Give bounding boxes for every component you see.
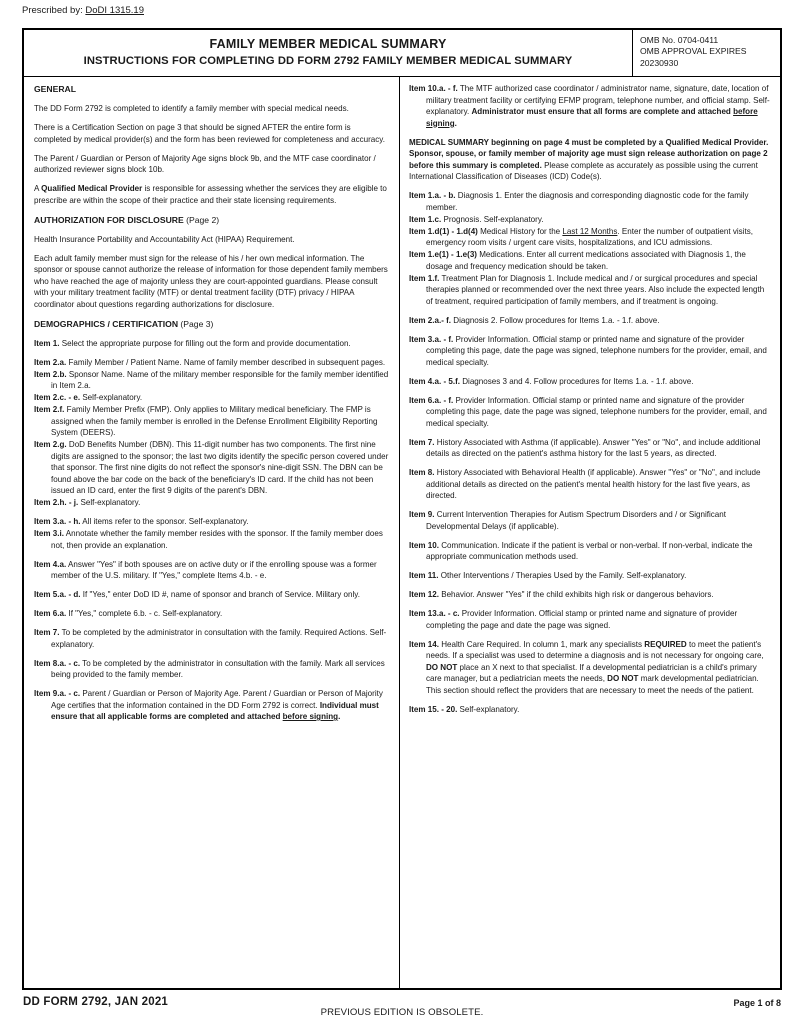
- left-item-6-label: Item 2.g.: [34, 440, 67, 450]
- right-item-2: [409, 214, 772, 226]
- right-item-5: [409, 273, 772, 308]
- left-item-9: [34, 528, 390, 551]
- right-item-13-text: Communication. Indicate if the patient is verbal or non-verbal. If non-verbal, indicate the appropriate communication methods used.: [426, 540, 753, 561]
- item-14-label: Item 14.: [409, 639, 439, 649]
- right-item-2-text: Prognosis. Self-explanatory.: [441, 214, 544, 224]
- right-item-9-text: Provider Information. Official stamp or printed name and signature of the provider completing this page, date the page was signed, telephone numbers for the provider, email, and medical specialty.: [426, 395, 767, 428]
- medical-summary-rest-text: Please complete as accurately as possible using the current International Classification of Diseases (ICD) Code(s).: [409, 160, 758, 181]
- form-subtitle: INSTRUCTIONS FOR COMPLETING DD FORM 2792 FAMILY MEMBER MEDICAL SUMMARY: [83, 54, 573, 67]
- header-titles: [24, 30, 632, 76]
- left-item-11: [34, 589, 390, 601]
- demographics-heading-text: DEMOGRAPHICS / CERTIFICATION: [34, 318, 179, 329]
- right-item-8: [409, 376, 772, 388]
- omb-approval-expires-label: OMB APPROVAL EXPIRES: [640, 46, 747, 57]
- qmp-suffix: is responsible for assessing whether the services they are eligible to prescribe are within the scope of their practice and their state licensing requirements.: [34, 184, 387, 205]
- item-10a-f-period: .: [454, 118, 457, 128]
- right-item-11-label: Item 8.: [409, 468, 435, 477]
- right-item-6-text: Diagnosis 2. Follow procedures for Items 1.a. - 1.f. above.: [451, 315, 660, 325]
- medical-summary-bold-text: MEDICAL SUMMARY beginning on page 4 must be completed by a Qualified Medical Provider. Sponsor, spouse, or family member of majority age must sign release authorization on page 2 before this summary is completed.: [409, 137, 769, 170]
- omb-approval-expires-date: 20230930: [640, 57, 679, 68]
- left-item-13-label: Item 7.: [34, 628, 60, 638]
- item-10a-f: [409, 83, 772, 129]
- right-item-15-label: Item 12.: [409, 590, 439, 599]
- right-item-7: [409, 334, 772, 369]
- instructions-body: [24, 77, 780, 990]
- right-item-4-label: Item 1.e(1) - 1.e(3): [409, 250, 477, 259]
- right-item-11-text: History Associated with Behavioral Health (if applicable). Answer "Yes" or "No", and include additional details as directed on the patient's mental health history for the last five years, as directed.: [426, 468, 761, 500]
- right-item-1-text: Diagnosis 1. Enter the diagnosis and corresponding diagnostic code for the family member.: [426, 191, 749, 212]
- item-14-text-4: mark developmental pediatrician. This section should reflect the providers that are necessary to meet the needs of the patient.: [426, 674, 759, 695]
- left-item-1: [34, 338, 390, 350]
- form-id-label: DD FORM 2792, JAN 2021: [23, 996, 169, 1008]
- left-item-1-label: Item 1.: [34, 338, 60, 348]
- right-item-15: [409, 589, 772, 601]
- left-item-4-text: Self-explanatory.: [80, 393, 143, 403]
- item-9a-c-bold-note: Individual must ensure that all applicable forms are completed and attached: [51, 700, 379, 722]
- left-item-7-label: Item 2.h. - j.: [34, 498, 79, 508]
- demographics-heading: [34, 318, 390, 330]
- dodi-reference-link[interactable]: DoDI 1315.19: [85, 5, 144, 16]
- left-item-13: [34, 627, 390, 650]
- authorization-heading: [34, 214, 390, 226]
- item-9a-c-before-signing: before signing: [282, 712, 339, 722]
- right-item-15-text: Behavior. Answer "Yes" if the child exhibits high risk or dangerous behaviors.: [438, 590, 714, 599]
- right-item-5-text: Treatment Plan for Diagnosis 1. Include medical and / or surgical procedures and special therapies planned or recommended over the next three years. Also include the expected length of treatment, required participation of family members, and if treatment is ongoing.: [426, 273, 765, 306]
- right-item-9-label: Item 6.a. - f.: [409, 395, 454, 405]
- item-15-20-label: Item 15. - 20.: [409, 704, 458, 714]
- right-item-5-label: Item 1.f.: [409, 273, 440, 283]
- right-item-4-text: Medications. Enter all current medications associated with Diagnosis 1, the dosage and frequency medication should be taken.: [426, 250, 746, 271]
- left-item-6-text: DoD Benefits Number (DBN). This 11-digit number has two components. The first nine digits are assigned to the sponsor; the last two digits identify the specific person covered under that sponsor. The first nine digits do not reflect the sponsor's nine-digit SSN. The DBN can be found above the bar code on the back of the beneficiary's ID card. If the child has not been issued an ID card, enter the first 9 digits of the parent's DBN.: [51, 440, 389, 496]
- left-item-9-label: Item 3.i.: [34, 529, 64, 539]
- left-item-14-text: To be completed by the administrator in consultation with the family. Mark all services being provided to the family member.: [51, 658, 385, 680]
- right-item-6: [409, 315, 772, 327]
- left-item-8: [34, 516, 390, 528]
- general-heading: GENERAL: [34, 84, 77, 94]
- qualified-medical-provider-term: Qualified Medical Provider: [41, 184, 143, 194]
- authorization-paragraph-1: Health Insurance Portability and Accountability Act (HIPAA) Requirement.: [34, 234, 295, 244]
- instructions-frame: [22, 28, 782, 990]
- left-item-10-label: Item 4.a.: [34, 559, 67, 569]
- left-item-3-label: Item 2.b.: [34, 369, 67, 379]
- left-item-8-text: All items refer to the sponsor. Self-explanatory.: [80, 517, 249, 527]
- item-14-donot-emphasis-1: DO NOT: [426, 662, 458, 672]
- right-item-13-label: Item 10.: [409, 540, 439, 550]
- left-item-list: [34, 338, 390, 681]
- omb-number: OMB No. 0704-0411: [640, 35, 719, 45]
- right-item-6-label: Item 2.a.- f.: [409, 315, 452, 325]
- left-item-11-text: If "Yes," enter DoD ID #, name of sponsor and branch of Service. Military only.: [80, 590, 360, 600]
- general-paragraph-3: The Parent / Guardian or Person of Majority Age signs block 9b, and the MTF case coordinator / authorized reviewer signs block 10b.: [34, 153, 376, 175]
- left-item-5: [34, 404, 390, 439]
- item-14: [409, 639, 772, 697]
- right-item-7-text: Provider Information. Official stamp or printed name and signature of the provider completing this page, date the page was signed, telephone numbers for the provider, email, and medical specialty.: [426, 334, 767, 367]
- left-item-14-label: Item 8.a. - c.: [34, 658, 81, 668]
- left-item-9-text: Annotate whether the family member resides with the sponsor. If the family member does not, then provide an explanation.: [51, 529, 383, 550]
- authorization-heading-text: AUTHORIZATION FOR DISCLOSURE: [34, 214, 184, 225]
- general-paragraph-1: The DD Form 2792 is completed to identify a family member with special medical needs.: [34, 104, 349, 114]
- item-9a-c-text: Parent / Guardian or Person of Majority Age. Parent / Guardian or Person of Majority Age certifies that the information contained in the DD Form 2792 is correct.: [51, 689, 383, 710]
- right-item-3-text-post: . Enter the number of outpatient visits, emergency room visits / urgent care visits, hospitalizations, and ICU admissions.: [426, 226, 753, 247]
- item-10a-f-label: Item 10.a. - f.: [409, 84, 458, 93]
- right-item-13: [409, 540, 772, 563]
- left-item-11-label: Item 5.a. - d.: [34, 590, 81, 600]
- left-item-12-text: If "Yes," complete 6.b. - c. Self-explanatory.: [66, 609, 223, 619]
- right-item-16-text: Provider Information. Official stamp or printed name and signature of provider completing the page and date the page was signed.: [426, 609, 738, 630]
- right-item-1-label: Item 1.a. - b.: [409, 191, 456, 200]
- general-paragraph-2: There is a Certification Section on page 3 that should be signed AFTER the entire form is completed by medical provider(s) and the form has been reviewed for completeness and accuracy.: [34, 123, 385, 144]
- left-item-12: [34, 608, 390, 620]
- item-14-donot-emphasis-2: DO NOT: [607, 674, 639, 683]
- right-item-9: [409, 395, 772, 430]
- item-14-required-emphasis: REQUIRED: [644, 639, 687, 649]
- right-item-14-text: Other Interventions / Therapies Used by the Family. Self-explanatory.: [438, 571, 687, 580]
- item-15-20: [409, 704, 772, 716]
- right-item-1: [409, 190, 772, 213]
- right-item-10-label: Item 7.: [409, 437, 435, 447]
- right-item-10: [409, 437, 772, 460]
- item-10a-f-text: The MTF authorized case coordinator / administrator name, signature, date, location of military treatment facility or certifying EFMP program, telephone number, and official stamp. Self-explanatory.: [426, 84, 770, 116]
- left-item-10: [34, 559, 390, 582]
- right-item-16-label: Item 13.a. - c.: [409, 609, 460, 618]
- right-item-14: [409, 570, 772, 582]
- form-title: FAMILY MEMBER MEDICAL SUMMARY: [209, 37, 447, 51]
- item-14-text-3: place an X next to that specialist. If a developmental pediatrician is a child's primary care manager, but a pediatrician meets the needs,: [426, 662, 757, 683]
- left-column: [24, 77, 400, 990]
- left-item-2-label: Item 2.a.: [34, 357, 67, 367]
- right-item-list: [409, 190, 772, 631]
- form-header: [24, 30, 780, 77]
- page-number-label: Page 1 of 8: [733, 998, 781, 1008]
- item-14-text-1: Health Care Required. In column 1, mark any specialists: [438, 639, 645, 649]
- item-15-20-text: Self-explanatory.: [457, 704, 520, 714]
- right-column: [400, 77, 780, 990]
- medical-summary-note: [409, 137, 772, 183]
- general-paragraph-4: [34, 183, 390, 206]
- left-item-14: [34, 658, 390, 681]
- authorization-paragraph-2: Each adult family member must sign for the release of his / her own medical information. The sponsor or spouse cannot authorize the release of information for those dependent family members who have reached the age of majority unless they are court-appointed guardians. Please consult with your military treatment facility (MTF) or dental treatment facility (DTF) privacy / HIPAA coordinator about questions regarding authorizations for disclosure.: [34, 253, 388, 309]
- item-9a-c: [34, 688, 390, 723]
- authorization-heading-page: (Page 2): [186, 214, 220, 225]
- right-item-16: [409, 608, 772, 631]
- item-9a-c-label: Item 9.a. - c.: [34, 689, 81, 699]
- item-14-text-2: to meet the patient's needs. If a specialist was used to determine a diagnosis and is not necessary for ongoing care,: [426, 639, 764, 660]
- left-item-5-text: Family Member Prefix (FMP). Only applies to Military medical beneficiary. The FMP is assigned when the family member is enrolled in the Defense Enrollment Eligibility Reporting System (DEERS).: [51, 405, 378, 438]
- item-9a-c-period: .: [338, 712, 341, 722]
- left-item-3-text: Sponsor Name. Name of the military member responsible for the family member identified in Item 2.a.: [51, 369, 389, 391]
- right-item-14-label: Item 11.: [409, 571, 439, 580]
- left-item-4-label: Item 2.c. - e.: [34, 393, 81, 403]
- item-10a-f-before-signing: before signing: [426, 107, 758, 128]
- left-item-7: [34, 497, 390, 509]
- item-10a-f-bold-note: Administrator must ensure that all forms are complete and attached: [471, 107, 734, 116]
- right-item-7-label: Item 3.a. - f.: [409, 334, 454, 344]
- prescribed-by-label: Prescribed by:: [22, 5, 86, 16]
- left-item-8-label: Item 3.a. - h.: [34, 517, 81, 527]
- right-item-10-text: History Associated with Asthma (if applicable). Answer "Yes" or "No", and include additional details as directed on the patient's asthma history for the last 5 years, as directed.: [426, 437, 761, 458]
- right-item-3-text-pre: Medical History for the: [477, 226, 563, 236]
- right-item-12-label: Item 9.: [409, 510, 435, 519]
- right-item-12: [409, 509, 772, 532]
- left-item-12-label: Item 6.a.: [34, 609, 67, 619]
- demographics-heading-page: (Page 3): [180, 318, 214, 329]
- left-item-3: [34, 369, 390, 392]
- prescribed-by-line: [22, 5, 144, 16]
- left-item-1-text: Select the appropriate purpose for filling out the form and provide documentation.: [59, 338, 351, 348]
- left-item-10-text: Answer "Yes" if both spouses are on active duty or if the enrolling spouse was a former member of the U.S. military. If "Yes," complete Items 4.b. - e.: [51, 559, 377, 581]
- page-footer: [22, 996, 782, 1020]
- previous-edition-note: PREVIOUS EDITION IS OBSOLETE.: [320, 1007, 484, 1018]
- left-item-4: [34, 392, 390, 404]
- left-item-2: [34, 357, 390, 369]
- right-item-8-label: Item 4.a. - 5.f.: [409, 376, 460, 386]
- left-item-5-label: Item 2.f.: [34, 405, 65, 415]
- left-item-7-text: Self-explanatory.: [78, 498, 141, 508]
- right-item-12-text: Current Intervention Therapies for Autism Spectrum Disorders and / or Significant Developmental Delays (if applicable).: [426, 510, 726, 531]
- left-item-2-text: Family Member / Patient Name. Name of family member described in subsequent pages.: [66, 357, 386, 367]
- right-item-8-text: Diagnoses 3 and 4. Follow procedures for Items 1.a. - 1.f. above.: [459, 376, 694, 386]
- qmp-prefix: A: [34, 184, 42, 194]
- left-item-6: [34, 439, 390, 497]
- right-item-3: [409, 226, 772, 249]
- right-item-4: [409, 249, 772, 272]
- left-item-13-text: To be completed by the administrator in consultation with the family. Required Actions. Self-explanatory.: [51, 628, 387, 649]
- omb-box: [632, 30, 780, 76]
- right-item-3-underlined-phrase: Last 12 Months: [562, 226, 618, 236]
- right-item-11: [409, 467, 772, 502]
- right-item-3-label: Item 1.d(1) - 1.d(4): [409, 226, 478, 236]
- right-item-2-label: Item 1.c.: [409, 214, 442, 224]
